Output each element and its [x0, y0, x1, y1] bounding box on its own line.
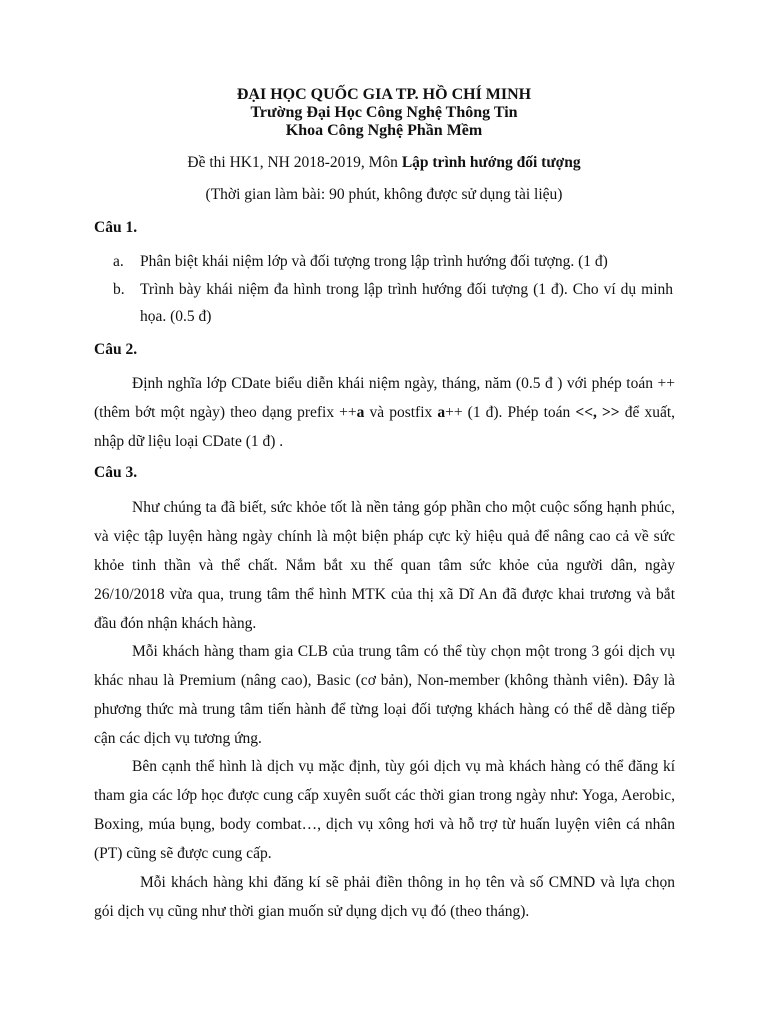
question-1-title: Câu 1.	[94, 219, 138, 236]
question-3-paragraph-4: Mỗi khách hàng khi đăng kí sẽ phải điền thông in họ tên và số CMND và lựa chọn gói dịch vụ cũng như thời gian muốn sử dụng dịch vụ đó (theo tháng).	[94, 874, 675, 920]
question-2-text	[94, 369, 675, 456]
q2-bold-2: a	[437, 404, 446, 421]
question-2-title: Câu 2.	[94, 341, 138, 358]
question-3-paragraph-2: Mỗi khách hàng tham gia CLB của trung tâm có thể tùy chọn một trong 3 gói dịch vụ khác nhau là Premium (nâng cao), Basic (cơ bản), Non-member (không thành viên). Đây là phương thức mà trung tâm tiến hành để từng loại đối tượng khách hàng có thể dễ dàng tiếp cận các dịch vụ tương ứng.	[94, 643, 675, 747]
question-1b-marker: b.	[113, 281, 125, 298]
q2-text-2: và postfix	[364, 404, 438, 421]
q2-bold-1: a	[356, 404, 365, 421]
q2-bold-3: <<, >>	[575, 404, 620, 421]
faculty-name: Khoa Công Nghệ Phần Mềm	[285, 122, 483, 139]
q2-text-3: ++ (1 đ). Phép toán	[445, 404, 576, 421]
exam-title-prefix: Đề thi HK1, NH 2018-2019, Môn	[187, 154, 402, 171]
university-name: ĐẠI HỌC QUỐC GIA TP. HỒ CHÍ MINH	[236, 86, 532, 103]
school-name: Trường Đại Học Công Nghệ Thông Tin	[250, 104, 518, 121]
q2-text-1: Định nghĩa lớp CDate biểu diễn khái niệm ngày, tháng, năm (0.5 đ ) với phép toán ++ (thêm bớt một ngày) theo dạng prefix ++	[94, 375, 675, 421]
q2-text-4: để xuất, nhập dữ liệu loại CDate (1 đ) .	[94, 404, 676, 450]
question-1a-marker: a.	[113, 253, 124, 270]
question-1b	[113, 276, 673, 330]
question-1a	[113, 248, 673, 275]
question-3-paragraph-1: Như chúng ta đã biết, sức khỏe tốt là nền tảng góp phần cho một cuộc sống hạnh phúc, và việc tập luyện hàng ngày chính là một biện pháp cực kỳ hiệu quả để nâng cao cả về sức khỏe tinh thần và thể chất. Nắm bắt xu thế quan tâm sức khỏe của người dân, ngày 26/10/2018 vừa qua, trung tâm thể hình MTK của thị xã Dĩ An đã được khai trương và bắt đầu đón nhận khách hàng.	[94, 499, 675, 632]
exam-title	[0, 154, 768, 172]
exam-subject: Lập trình hướng đối tượng	[401, 154, 581, 171]
question-1a-text: Phân biệt khái niệm lớp và đối tượng trong lập trình hướng đối tượng. (1 đ)	[140, 253, 608, 270]
question-3-title: Câu 3.	[94, 464, 138, 481]
exam-note: (Thời gian làm bài: 90 phút, không được sử dụng tài liệu)	[205, 186, 563, 203]
question-3-paragraph-3: Bên cạnh thể hình là dịch vụ mặc định, tùy gói dịch vụ mà khách hàng có thể đăng kí tham gia các lớp học được cung cấp xuyên suốt các thời gian trong ngày như: Yoga, Aerobic, Boxing, múa bụng, body combat…, dịch vụ xông hơi và hỗ trợ từ huấn luyện viên cá nhân (PT) cũng sẽ được cung cấp.	[94, 758, 675, 862]
question-1b-text: Trình bày khái niệm đa hình trong lập trình hướng đối tượng (1 đ). Cho ví dụ minh họa. (0.5 đ)	[140, 281, 673, 325]
